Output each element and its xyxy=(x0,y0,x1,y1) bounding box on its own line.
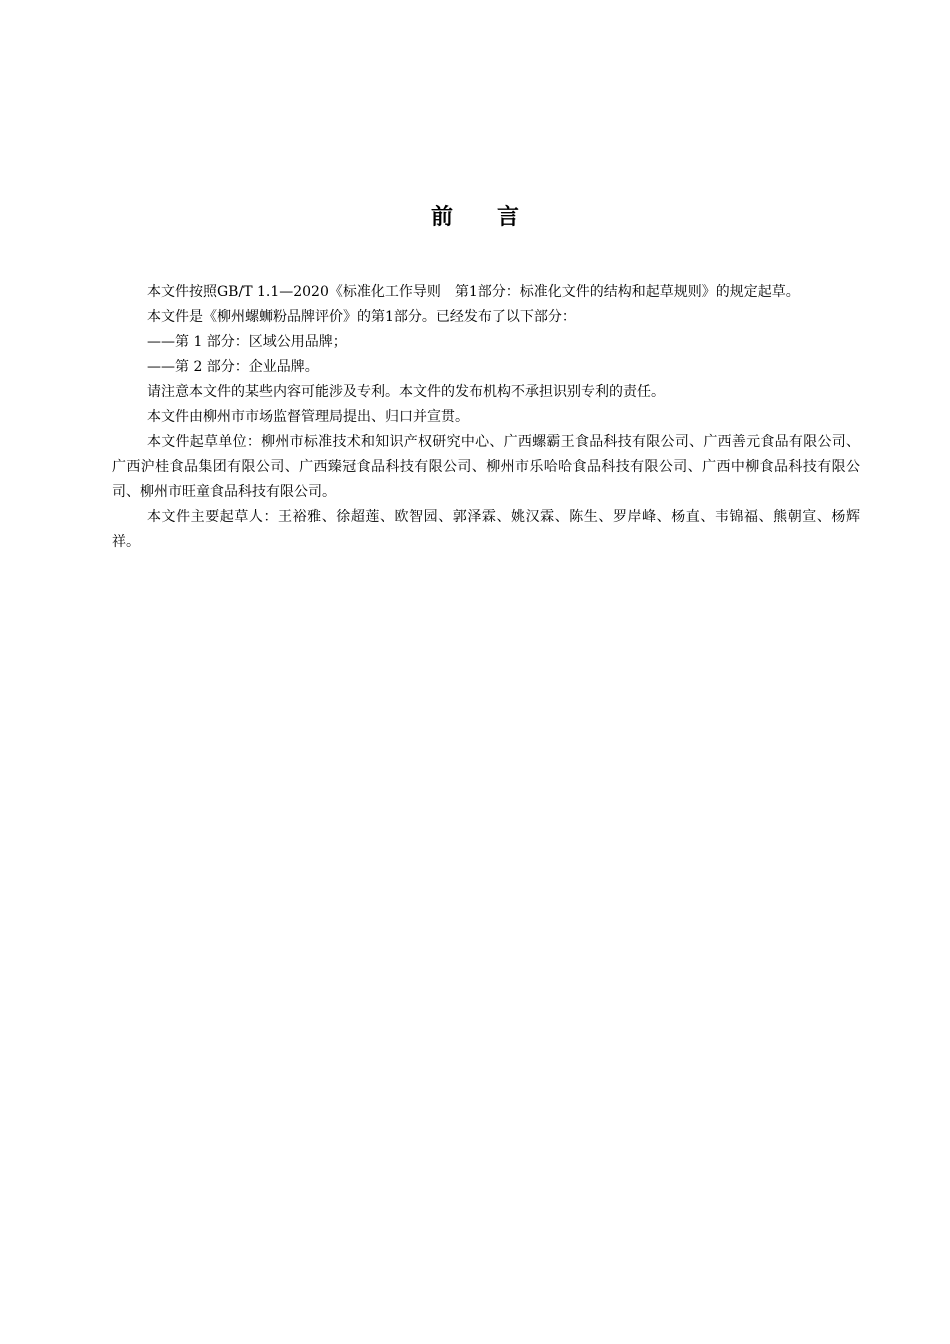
paragraph-drafting-units: 本文件起草单位：柳州市标准技术和知识产权研究中心、广西螺霸王食品科技有限公司、广西善元食品有限公司、广西沪桂食品集团有限公司、广西臻冠食品科技有限公司、柳州市乐哈哈食品科技有限公司、广西中柳食品科技有限公司、柳州市旺童食品科技有限公司。 xyxy=(112,434,860,500)
paragraph-drafters: 本文件主要起草人：王裕雅、徐超莲、欧智园、郭泽霖、姚汉霖、陈生、罗岸峰、杨直、韦锦福、熊朝宣、杨辉祥。 xyxy=(112,509,860,550)
foreword-heading xyxy=(0,200,950,236)
paragraph-proposer: 本文件由柳州市市场监督管理局提出、归口并宣贯。 xyxy=(147,409,469,425)
list-item-part-1: ——第 1 部分：区域公用品牌； xyxy=(147,334,347,350)
paragraph-part-statement: 本文件是《柳州螺蛳粉品牌评价》的第1部分。已经发布了以下部分： xyxy=(147,309,576,325)
heading-char-2: 言 xyxy=(497,205,520,230)
paragraph-drafting-basis: 本文件按照GB/T 1.1—2020《标准化工作导则 第1部分：标准化文件的结构和起草规则》的规定起草。 xyxy=(147,284,800,300)
foreword-body xyxy=(112,280,860,555)
heading-char-1: 前 xyxy=(430,205,453,230)
paragraph-patent-notice: 请注意本文件的某些内容可能涉及专利。本文件的发布机构不承担识别专利的责任。 xyxy=(147,384,665,400)
list-item-part-2: ——第 2 部分：企业品牌。 xyxy=(147,359,319,375)
